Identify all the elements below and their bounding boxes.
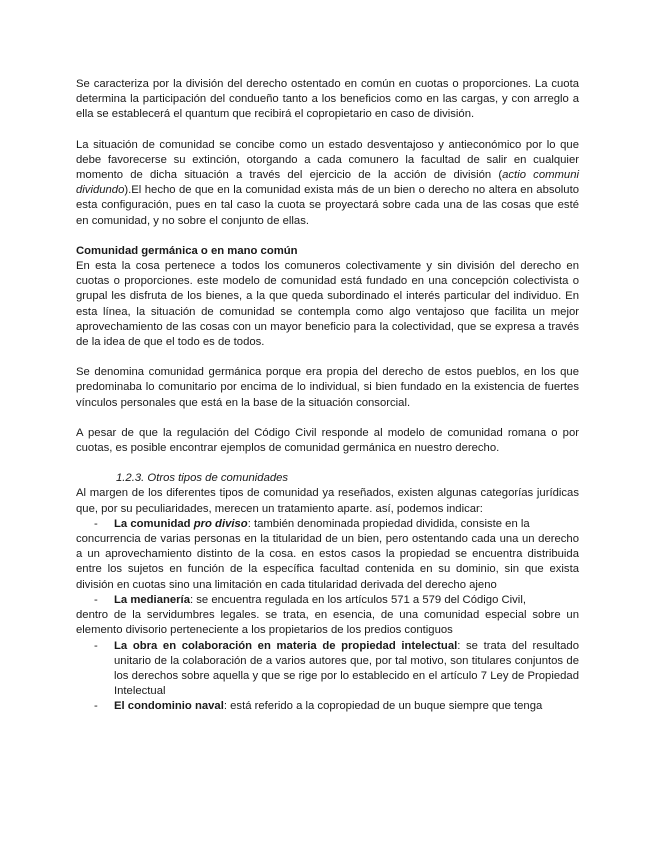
list-bullet: - xyxy=(94,639,98,652)
latin-term: actio communi dividundo xyxy=(76,169,579,197)
term-bold: La medianería xyxy=(114,593,190,606)
term-bold: La obra en colaboración en materia de propiedad intelectual xyxy=(114,639,458,652)
paragraph-gap xyxy=(76,229,579,244)
term-bold: El condominio naval xyxy=(114,700,224,713)
list-item-text: : se trata del resultado unitario de la colaboración de a varios autores que, por tal motivo, son titulares conjuntos de los derechos sobre aquella y que se rige por lo establecido en el artículo 7 Ley de Propiedad Intelectual xyxy=(114,639,580,698)
list-item-first-line xyxy=(114,639,579,700)
list-bullet: - xyxy=(94,593,98,606)
paragraph-gap xyxy=(76,456,579,471)
paragraph-gap xyxy=(76,350,579,365)
paragraph-text: La situación de comunidad se concibe como un estado desventajoso y antieconómico por lo que debe favorecerse su extinción, otorgando a cada comunero la facultad de salir en cualquier momento de dicha situación a través del ejercicio de la acción de división ( xyxy=(76,138,579,182)
paragraph-otros-tipos: Al margen de los diferentes tipos de comunidad ya reseñados, existen algunas categorías jurídicas que, por su peculiaridades, merecen un tratamiento aparte. así, podemos indicar: xyxy=(76,487,579,515)
paragraph-gap xyxy=(76,411,579,426)
list-item xyxy=(76,699,579,714)
list-item-text: : está referido a la copropiedad de un buque siempre que tenga xyxy=(223,700,543,713)
list-item-text: : también denominada propiedad dividida, consiste en la xyxy=(247,517,530,530)
paragraph-cuotas: Se caracteriza por la división del derecho ostentado en común en cuotas o proporciones. La cuota determina la participación del condueño tanto a los beneficios como en las cargas, y con arreglo a ella se establecerá el quantum que recibirá el copropietario en caso de división. xyxy=(76,78,579,121)
list-item-continuation: concurrencia de varias personas en la titularidad de un bien, pero ostentando cada una un derecho a un aprovechamiento distinto de la cosa. en estos casos la propiedad se encuentra distribuida entre los sujetos en función de la específica facultad contenida en su dominio, sin que exista división en cuotas sino una limitación en cada titularidad derivada del derecho ajeno xyxy=(76,533,579,591)
list-item-first-line xyxy=(114,699,579,714)
paragraph-text: ).El hecho de que en la comunidad exista más de un bien o derecho no altera en absoluto esta configuración, pues en tal caso la cuota se proyectará sobre cada una de las cosas que esté en comunidad, y no sobre el conjunto de ellas. xyxy=(76,184,579,227)
paragraph-germanica-origen: Se denomina comunidad germánica porque era propia del derecho de estos pueblos, en los que predominaba lo comunitario por encima de lo individual, si bien fundado en la existencia de fuertes vínculos personales que está en la base de la situación consorcial. xyxy=(76,366,579,409)
section-heading-germanica: Comunidad germánica o en mano común xyxy=(76,244,298,257)
document-body xyxy=(76,77,579,715)
list-item xyxy=(76,639,579,700)
list-item xyxy=(76,517,579,532)
list-bullet: - xyxy=(94,517,98,530)
list-item-text: : se encuentra regulada en los artículos 571 a 579 del Código Civil, xyxy=(189,593,526,606)
term-bold-italic: pro diviso xyxy=(193,517,248,530)
list-item xyxy=(76,593,579,608)
paragraph-germanica-def: En esta la cosa pertenece a todos los comuneros colectivamente y sin división del derecho en cuotas o proporciones. este modelo de comunidad está fundado en una concepción colectivista o grupal les disfruta de los bienes, a la que queda subordinado el interés particular del individuo. En esta línea, la situación de comunidad se contempla como algo ventajoso que facilita un mejor aprovechamiento de las cosas con un mayor beneficio para la colectividad, que se expresa a través de la idea de que el todo es de todos. xyxy=(76,260,579,349)
list-bullet: - xyxy=(94,700,98,713)
paragraph-codigo-civil: A pesar de que la regulación del Código Civil responde al modelo de comunidad romana o por cuotas, es posible encontrar ejemplos de comunidad germánica en nuestro derecho. xyxy=(76,426,579,455)
list-item-first-line xyxy=(114,593,579,608)
subsection-heading: 1.2.3. Otros tipos de comunidades xyxy=(116,472,289,485)
paragraph-extincion xyxy=(76,138,579,229)
paragraph-gap xyxy=(76,123,579,138)
list-item-continuation: dentro de la servidumbres legales. se trata, en esencia, de una comunidad especial sobre un elemento divisorio perteneciente a los propietarios de los predios contiguos xyxy=(76,609,579,637)
list-item-first-line xyxy=(114,517,579,532)
term-bold: La comunidad xyxy=(114,517,194,530)
